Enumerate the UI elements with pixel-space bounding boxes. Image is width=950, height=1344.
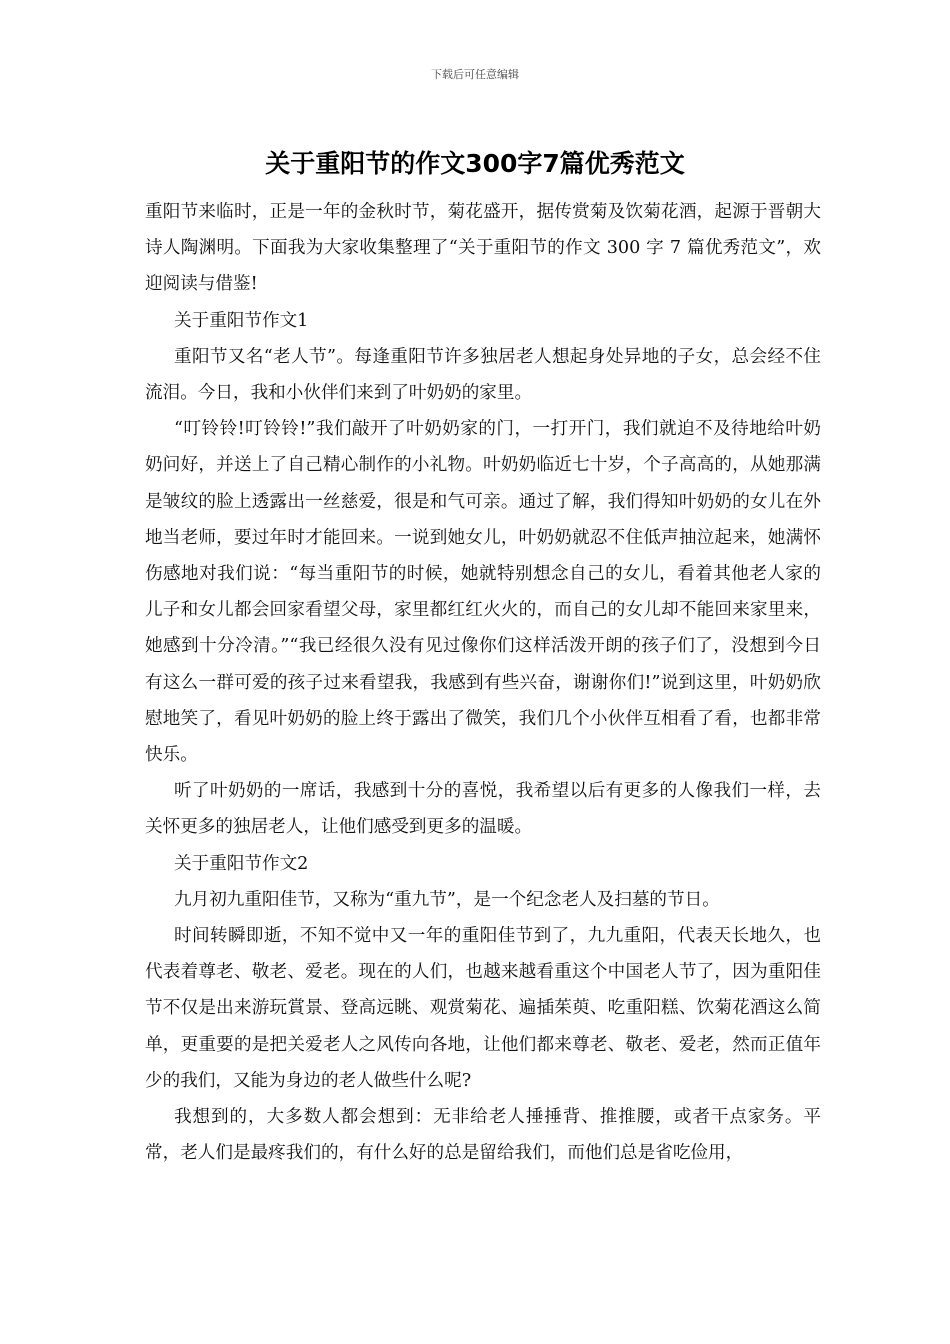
body-paragraph: 九月初九重阳佳节，又称为“重九节”，是一个纪念老人及扫墓的节日。 <box>174 889 720 910</box>
article-body <box>145 194 821 1171</box>
body-paragraph: 时间转瞬即逝，不知不觉中又一年的重阳佳节到了，九九重阳，代表天长地久，也代表着尊老、敬老、爱老。现在的人们，也越来越看重这个中国老人节了，因为重阳佳节不仅是出来游玩賞景、登高远眺、观赏菊花、遍插茱萸、吃重阳糕、饮菊花酒这么简单，更重要的是把关爱老人之风传向各地，让他们都来尊老、敬老、爱老，然而正值年少的我们，又能为身边的老人做些什么呢? <box>145 926 821 1091</box>
section-heading-essay-2: 关于重阳节作文2 <box>174 853 309 874</box>
page-header-note: 下载后可任意编辑 <box>431 68 519 81</box>
body-paragraph: 重阳节又名“老人节”。每逢重阳节许多独居老人想起身处异地的子女，总会经不住流泪。今日，我和小伙伴们来到了叶奶奶的家里。 <box>145 346 821 404</box>
body-paragraph: “叮铃铃!叮铃铃!”我们敲开了叶奶奶家的门，一打开门，我们就迫不及待地给叶奶奶问好，并送上了自己精心制作的小礼物。叶奶奶临近七十岁，个子高高的，从她那满是皱纹的脸上透露出一丝慈爱，很是和气可亲。通过了解，我们得知叶奶奶的女儿在外地当老师，要过年时才能回来。一说到她女儿，叶奶奶就忍不住低声抽泣起来，她满怀伤感地对我们说：“每当重阳节的时候，她就特别想念自己的女儿，看着其他老人家的儿子和女儿都会回家看望父母，家里都红红火火的，而自己的女儿却不能回来家里来，她感到十分冷清。”“我已经很久没有见过像你们这样活泼开朗的孩子们了，没想到今日有这么一群可爱的孩子过来看望我，我感到有些兴奋，谢谢你们!”说到这里，叶奶奶欣慰地笑了，看见叶奶奶的脸上终于露出了微笑，我们几个小伙伴互相看了看，也都非常快乐。 <box>145 419 821 766</box>
body-paragraph: 我想到的，大多数人都会想到：无非给老人捶捶背、推推腰，或者干点家务。平常，老人们是最疼我们的，有什么好的总是留给我们，而他们总是省吃俭用， <box>145 1107 821 1164</box>
section-heading-essay-1: 关于重阳节作文1 <box>174 310 309 331</box>
intro-paragraph: 重阳节来临时，正是一年的金秋时节，菊花盛开，据传赏菊及饮菊花酒，起源于晋朝大诗人陶渊明。下面我为大家收集整理了“关于重阳节的作文 300 字 7 篇优秀范文”，欢迎阅读与借鉴! <box>145 202 821 295</box>
page-title: 关于重阳节的作文300字7篇优秀范文 <box>265 149 685 178</box>
body-paragraph: 听了叶奶奶的一席话，我感到十分的喜悦，我希望以后有更多的人像我们一样，去关怀更多的独居老人，让他们感受到更多的温暖。 <box>145 781 821 838</box>
